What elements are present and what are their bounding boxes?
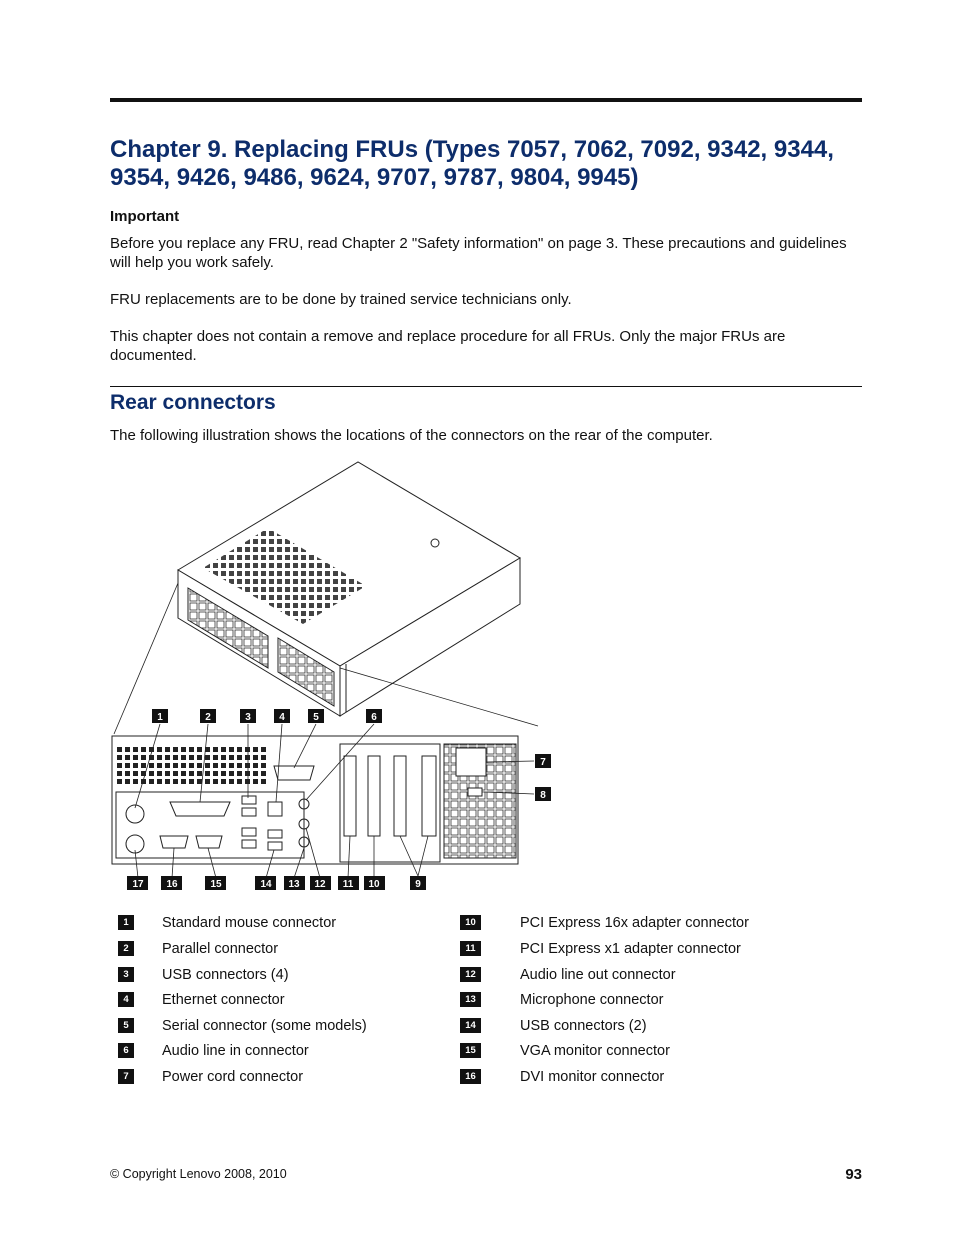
callout-13: [284, 876, 305, 890]
callout-15: [205, 876, 226, 890]
section-title: Rear connectors: [110, 391, 276, 414]
svg-text:10: 10: [368, 879, 380, 890]
callout-12: [310, 876, 331, 890]
chapter-title: Chapter 9. Replacing FRUs (Types 7057, 7062, 7092, 9342, 9344, 9354, 9426, 9486, 9624, 9707, 9787, 9804, 9945): [110, 136, 834, 191]
callout-14: [255, 876, 276, 890]
page-number: 93: [845, 1166, 862, 1183]
svg-text:16: 16: [166, 879, 178, 890]
svg-text:14: 14: [260, 879, 272, 890]
section-rule: [110, 386, 862, 387]
svg-text:5: 5: [313, 712, 319, 723]
callout-3: [240, 709, 256, 723]
svg-text:17: 17: [132, 879, 144, 890]
svg-text:9: 9: [415, 879, 421, 890]
callout-17: [127, 876, 148, 890]
section-intro: The following illustration shows the locations of the connectors on the rear of the computer.: [110, 427, 713, 444]
callout-1: [152, 709, 168, 723]
scope-paragraph: This chapter does not contain a remove and replace procedure for all FRUs. Only the major FRUs are documented.: [110, 328, 786, 364]
svg-text:11: 11: [342, 879, 354, 890]
callout-16: [161, 876, 182, 890]
copyright-notice: © Copyright Lenovo 2008, 2010: [110, 1167, 287, 1181]
important-label: Important: [110, 208, 180, 225]
callout-8: [535, 787, 551, 801]
callout-9: [410, 876, 426, 890]
callout-2: [200, 709, 216, 723]
svg-text:15: 15: [210, 879, 222, 890]
rear-panel-enlarged: [112, 736, 518, 864]
callout-6: [366, 709, 382, 723]
svg-text:8: 8: [540, 790, 546, 801]
svg-text:7: 7: [540, 757, 546, 768]
svg-text:3: 3: [245, 712, 251, 723]
callout-10: [364, 876, 385, 890]
technicians-paragraph: FRU replacements are to be done by trained service technicians only.: [110, 291, 572, 308]
svg-text:13: 13: [288, 879, 300, 890]
callout-7: [535, 754, 551, 768]
safety-paragraph: Before you replace any FRU, read Chapter 2 "Safety information" on page 3. These precautions and guidelines will help you work safely.: [110, 235, 847, 271]
callout-5: [308, 709, 324, 723]
top-rule: [110, 98, 862, 102]
svg-text:12: 12: [314, 879, 326, 890]
svg-text:6: 6: [371, 712, 377, 723]
callout-4: [274, 709, 290, 723]
svg-text:2: 2: [205, 712, 211, 723]
computer-case: [178, 462, 520, 716]
svg-text:4: 4: [279, 712, 285, 723]
callout-11: [338, 876, 359, 890]
svg-text:1: 1: [157, 712, 163, 723]
rear-connectors-illustration: [108, 458, 558, 898]
